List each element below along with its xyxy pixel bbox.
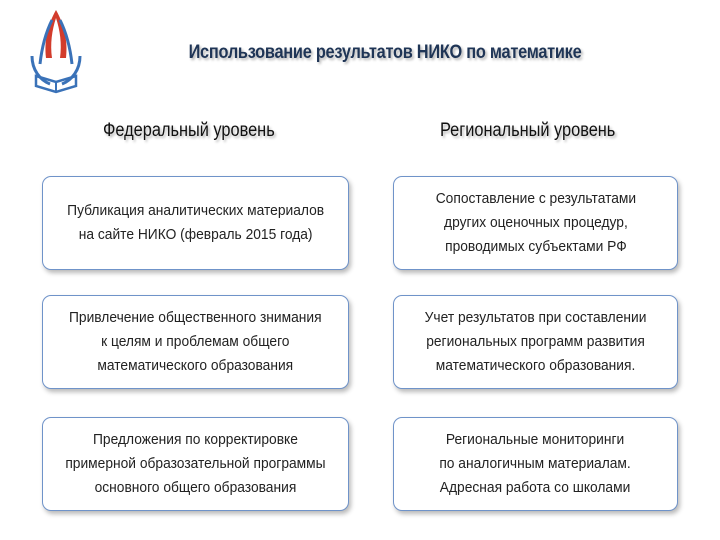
federal-item-text: Публикация аналитических материалов на сайте НИКО (февраль 2015 года) (67, 202, 324, 243)
federal-item-text: Предложения по корректировке примерной образозательной программы основного общего образования (65, 431, 326, 496)
regional-item-card (393, 417, 678, 511)
federal-item-text: Привлечение общественного знимания к целям и проблемам общего математического образования (69, 309, 322, 374)
regional-level-heading: Региональный уровень (440, 120, 616, 141)
federal-level-heading: Федеральный уровень (103, 120, 275, 141)
institution-logo-icon (22, 6, 90, 98)
federal-item-card (42, 417, 349, 511)
federal-item-card (42, 176, 349, 270)
federal-item-card (42, 295, 349, 389)
regional-item-text: Региональные мониторинги по аналогичным материалам. Адресная работа со школами (439, 431, 632, 496)
regional-item-text: Учет результатов при составлении региональных программ развития математического образования. (424, 309, 647, 374)
page-title: Использование результатов НИКО по математике (188, 42, 582, 63)
regional-item-card (393, 176, 678, 270)
regional-item-text: Сопоставление с результатами других оценочных процедур, проводимых субъектами РФ (435, 190, 636, 255)
regional-item-card (393, 295, 678, 389)
